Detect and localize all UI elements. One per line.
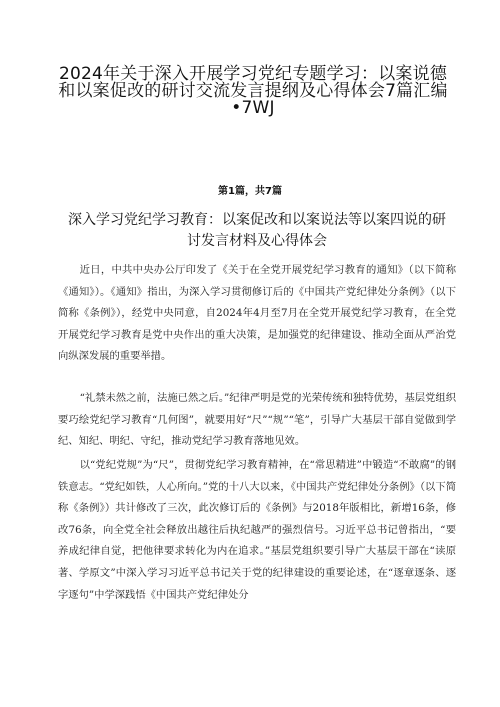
section-title: 深入学习党纪学习教育：以案促改和以案说法等以案四说的研讨发言材料及心得体会 [68,212,446,249]
part-label: 第1篇，共7篇 [218,186,282,197]
document-title-text: 2024年关于深入开展学习党纪专题学习：以案说德和以案促改的研讨交流发言提纲及心得体会7篇汇编 [58,64,448,101]
body-paragraph: “礼禁未然之前，法施已然之后。”纪律严明是党的光荣传统和独特优势，基层党组织要巧绘党纪学习教育“几何图”，就要用好“尺”“规”“笔”，引导广大基层干部自觉做到学纪、知纪、明纪、守纪，推动党纪学习教育落地见效。 [58,392,456,448]
body-paragraph: 以“党纪党规”为“尺”，贯彻党纪学习教育精神，在“常思精进”中锻造“不敢腐”的钢铁意志。“党纪如铁，人心所向。”党的十八大以来，《中国共产党纪律处分条例》（以下简称《条例》）共计修改了三次，此次修订后的《条例》与2018年版相比，新增16条，修改76条，向全党全社会释放出越往后执纪越严的强烈信号。习近平总书记曾指出，“要养成纪律自觉，把他律要求转化为内在追求。”基层党组织要引导广大基层干部在“读原著、学原文”中深入学习习近平总书记关于党的纪律建设的重要论述，在“逐章逐条、逐字逐句”中学深践悟《中国共产党纪律处分 [58,459,456,601]
body-paragraph: 近日，中共中央办公厅印发了《关于在全党开展党纪学习教育的通知》（以下简称《通知》）。《通知》指出，为深入学习贯彻修订后的《中国共产党纪律处分条例》（以下简称《条例》），经党中央同意，自2024年4月至7月在全党开展党纪学习教育，在全党开展党纪学习教育是党中央作出的重大决策，是加强党的纪律建设、推动全面从严治党向纵深发展的重要举措。 [58,264,456,363]
document-title [58,66,448,117]
title-mark: •7WJ [231,98,275,118]
